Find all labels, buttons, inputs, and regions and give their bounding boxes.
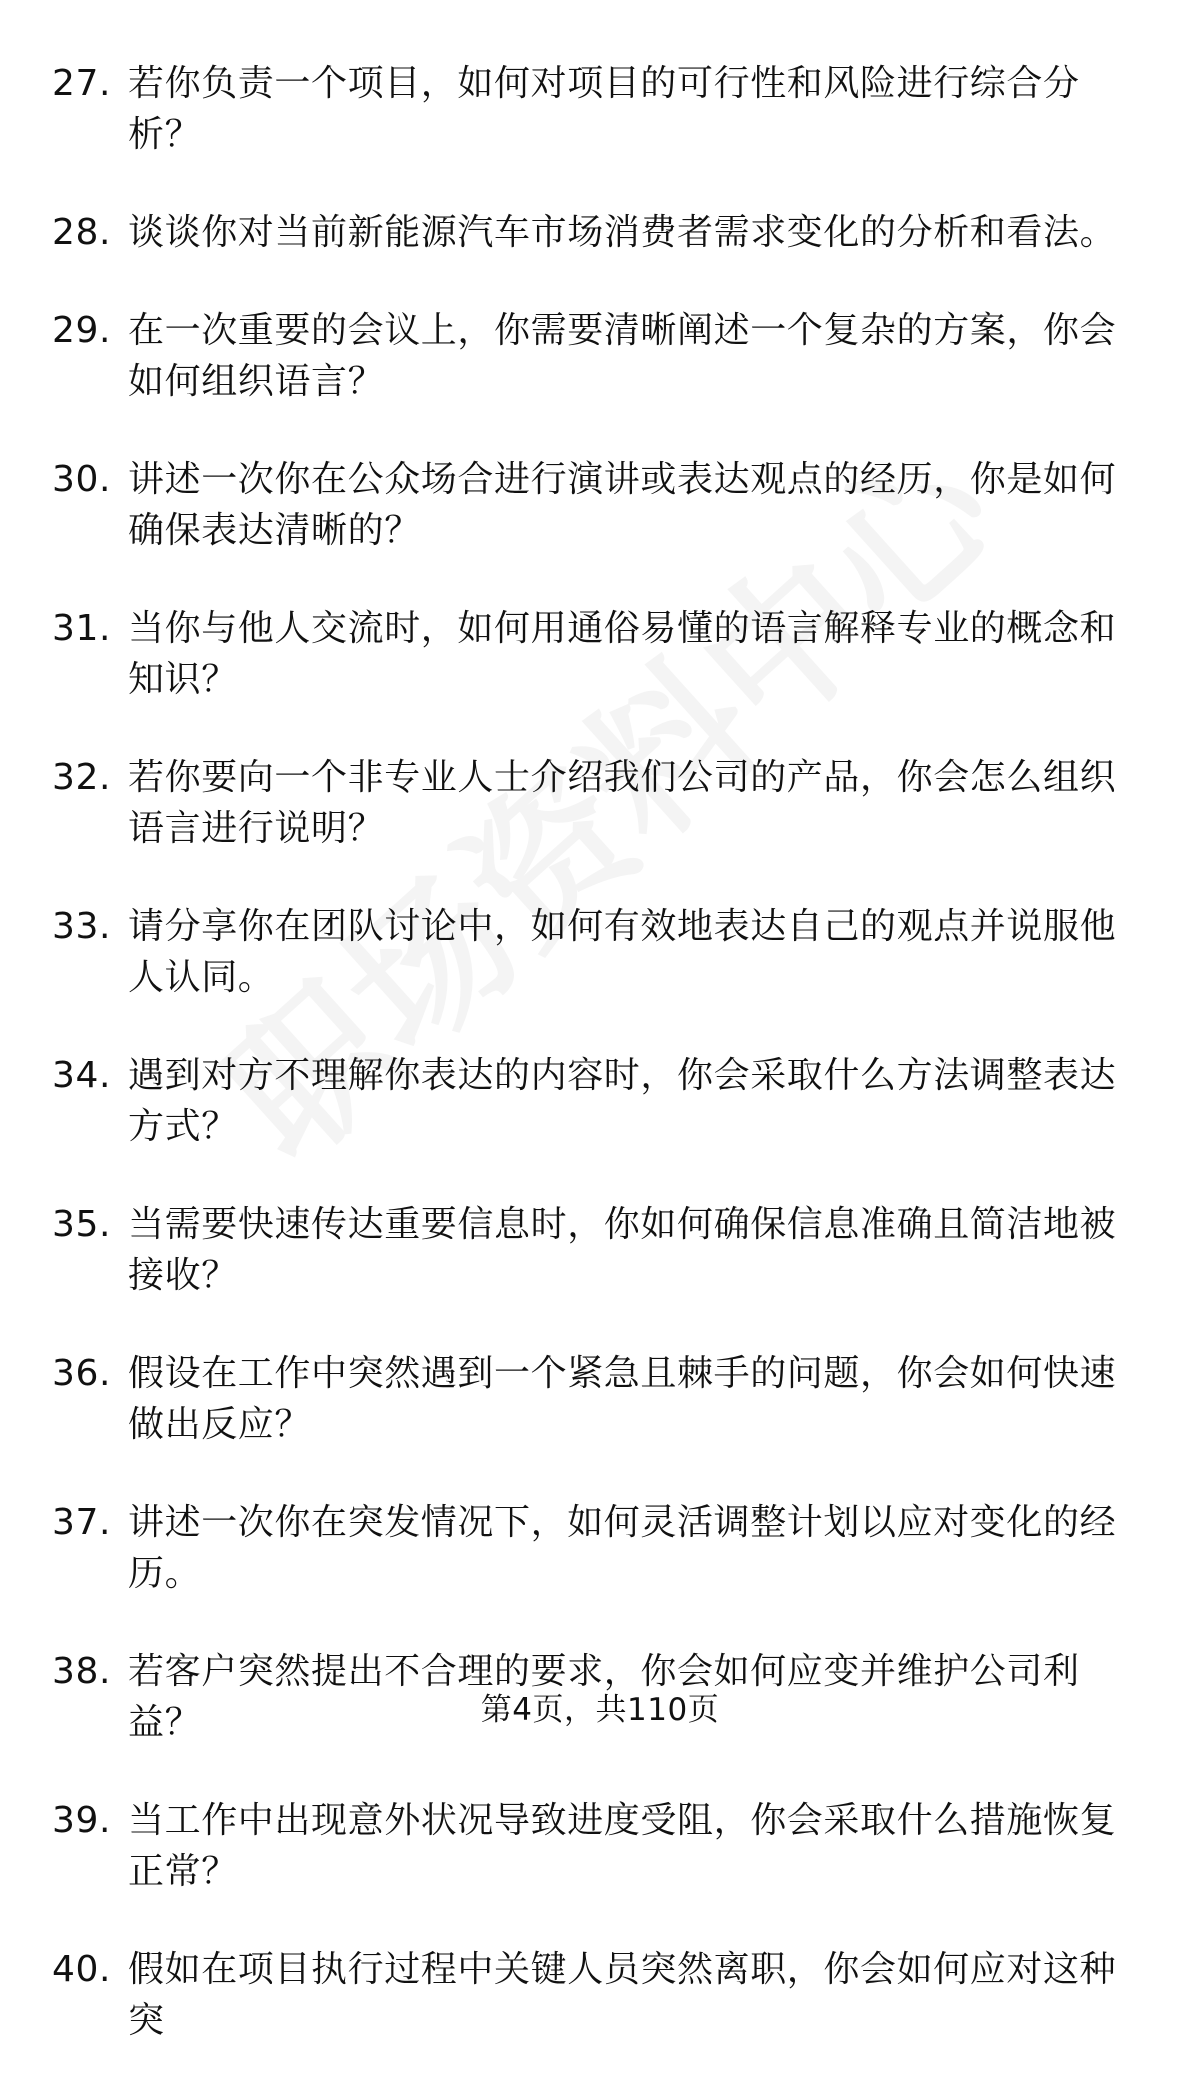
question-text: 请分享你在团队讨论中，如何有效地表达自己的观点并说服他人认同。 [128, 906, 1117, 998]
question-text: 假设在工作中突然遇到一个紧急且棘手的问题，你会如何快速做出反应？ [128, 1353, 1117, 1445]
question-number: 39. [52, 1800, 112, 1841]
list-item [52, 305, 1147, 407]
list-item [52, 58, 1147, 160]
question-text: 假如在项目执行过程中关键人员突然离职，你会如何应对这种突 [128, 1949, 1117, 2041]
page-footer [0, 1689, 1200, 1731]
question-number: 33. [52, 906, 112, 947]
question-text: 遇到对方不理解你表达的内容时，你会采取什么方法调整表达方式？ [128, 1055, 1117, 1147]
question-text: 若你负责一个项目，如何对项目的可行性和风险进行综合分析？ [128, 63, 1080, 155]
list-item [52, 454, 1147, 556]
list-item [52, 1348, 1147, 1450]
question-number: 36. [52, 1353, 112, 1394]
question-number: 29. [52, 310, 112, 351]
question-text: 谈谈你对当前新能源汽车市场消费者需求变化的分析和看法。 [128, 212, 1117, 253]
list-item [52, 1795, 1147, 1897]
question-number: 34. [52, 1055, 112, 1096]
list-item [52, 752, 1147, 854]
page-number-label: 第4页，共110页 [480, 1692, 720, 1728]
list-item [52, 1050, 1147, 1152]
question-number: 38. [52, 1651, 112, 1692]
question-number: 28. [52, 212, 112, 253]
question-text: 当你与他人交流时，如何用通俗易懂的语言解释专业的概念和知识？ [128, 608, 1117, 700]
list-item [52, 1199, 1147, 1301]
question-text: 讲述一次你在公众场合进行演讲或表达观点的经历，你是如何确保表达清晰的？ [128, 459, 1117, 551]
question-text: 若客户突然提出不合理的要求，你会如何应变并维护公司利益？ [128, 1651, 1080, 1743]
list-item [52, 207, 1147, 258]
question-number: 37. [52, 1502, 112, 1543]
question-number: 32. [52, 757, 112, 798]
question-text: 当需要快速传达重要信息时，你如何确保信息准确且简洁地被接收？ [128, 1204, 1117, 1296]
list-item [52, 1944, 1147, 2046]
question-number: 31. [52, 608, 112, 649]
question-number: 27. [52, 63, 112, 104]
question-number: 30. [52, 459, 112, 500]
question-list [52, 58, 1147, 2093]
list-item [52, 1497, 1147, 1599]
question-text: 讲述一次你在突发情况下，如何灵活调整计划以应对变化的经历。 [128, 1502, 1117, 1594]
question-text: 当工作中出现意外状况导致进度受阻，你会采取什么措施恢复正常？ [128, 1800, 1117, 1892]
question-number: 35. [52, 1204, 112, 1245]
list-item [52, 901, 1147, 1003]
question-text: 在一次重要的会议上，你需要清晰阐述一个复杂的方案，你会如何组织语言？ [128, 310, 1117, 402]
question-number: 40. [52, 1949, 112, 1990]
list-item [52, 603, 1147, 705]
question-text: 若你要向一个非专业人士介绍我们公司的产品，你会怎么组织语言进行说明？ [128, 757, 1117, 849]
